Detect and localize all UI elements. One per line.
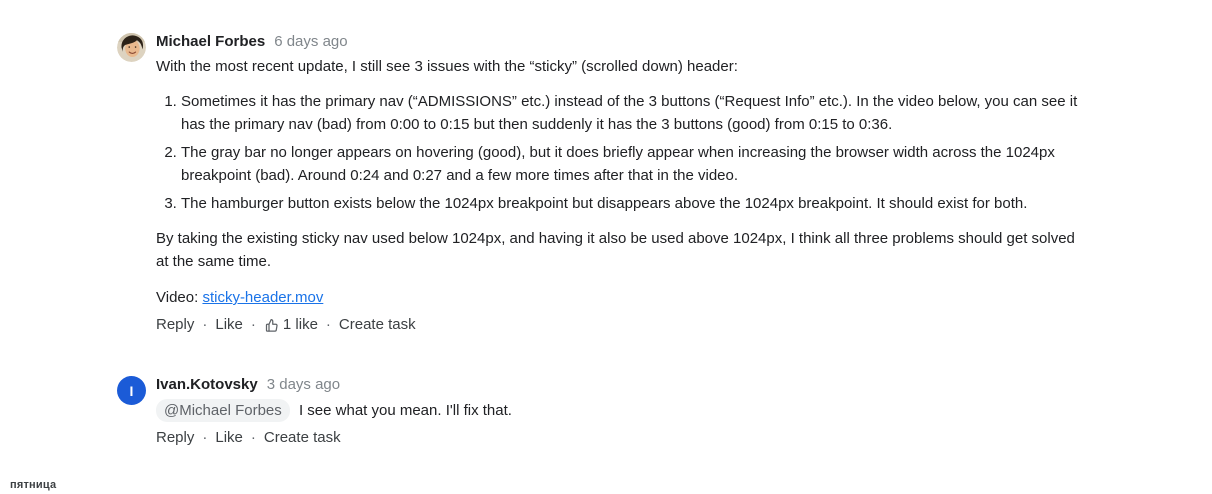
like-button[interactable]: · Like <box>194 427 243 449</box>
comment-header <box>156 31 1082 52</box>
video-label: Video: <box>156 289 199 306</box>
weekday-label: пятница <box>10 479 57 491</box>
comment-timestamp: 6 days ago <box>274 33 348 50</box>
comment-outro-text: By taking the existing sticky nav used below 1024px, and having it also be used above 1024px, I think all three problems should get solved at the same time. <box>156 230 1075 270</box>
like-count-button[interactable] <box>243 314 318 336</box>
create-task-button[interactable]: · Create task <box>243 427 341 449</box>
comment-author: Ivan.Kotovsky <box>156 376 258 393</box>
comment-body <box>156 31 1082 336</box>
create-task-button[interactable]: · Create task <box>318 314 416 336</box>
thumbs-up-icon <box>264 318 279 333</box>
reply-button[interactable]: Reply <box>156 316 195 333</box>
comment-author: Michael Forbes <box>156 33 266 50</box>
like-count-label: · 1 like <box>282 316 318 333</box>
comment-text-line <box>156 399 1082 422</box>
comment-body-text: I see what you mean. I'll fix that. <box>298 402 512 419</box>
video-line <box>156 286 1082 309</box>
comment <box>117 31 1087 336</box>
comment-actions <box>156 427 1082 449</box>
issue-item-3: 3. The hamburger button exists below the 1024px breakpoint but disappears above the 1024px breakpoint. It should exist for both. <box>181 192 1082 215</box>
reply-button[interactable]: Reply <box>156 429 195 446</box>
comment-thread <box>117 31 1087 449</box>
avatar[interactable]: I <box>117 376 146 405</box>
user-photo-icon <box>117 33 146 62</box>
comment-body <box>156 374 1082 449</box>
issue-item-2: 2. The gray bar no longer appears on hovering (good), but it does briefly appear when increasing the browser width across the 1024px breakpoint (bad). Around 0:24 and 0:27 and a few more times after that in the video. <box>181 141 1082 187</box>
mention-chip[interactable]: @Michael Forbes <box>156 399 290 422</box>
issue-item-1: 1. Sometimes it has the primary nav (“ADMISSIONS” etc.) instead of the 3 buttons (“Request Info” etc.). In the video below, you can see it has the primary nav (bad) from 0:00 to 0:15 but then suddenly it has the 3 buttons (good) from 0:15 to 0:36. <box>181 90 1082 136</box>
issue-list <box>156 90 1082 215</box>
comment <box>117 374 1087 449</box>
like-button[interactable]: · Like <box>194 314 243 336</box>
comment-header <box>156 374 1082 395</box>
avatar[interactable] <box>117 33 146 62</box>
comment-intro-text: With the most recent update, I still see 3 issues with the “sticky” (scrolled down) header: <box>156 58 738 75</box>
comment-actions <box>156 314 1082 336</box>
video-link[interactable]: sticky-header.mov <box>202 289 324 306</box>
comment-timestamp: 3 days ago <box>266 376 341 393</box>
